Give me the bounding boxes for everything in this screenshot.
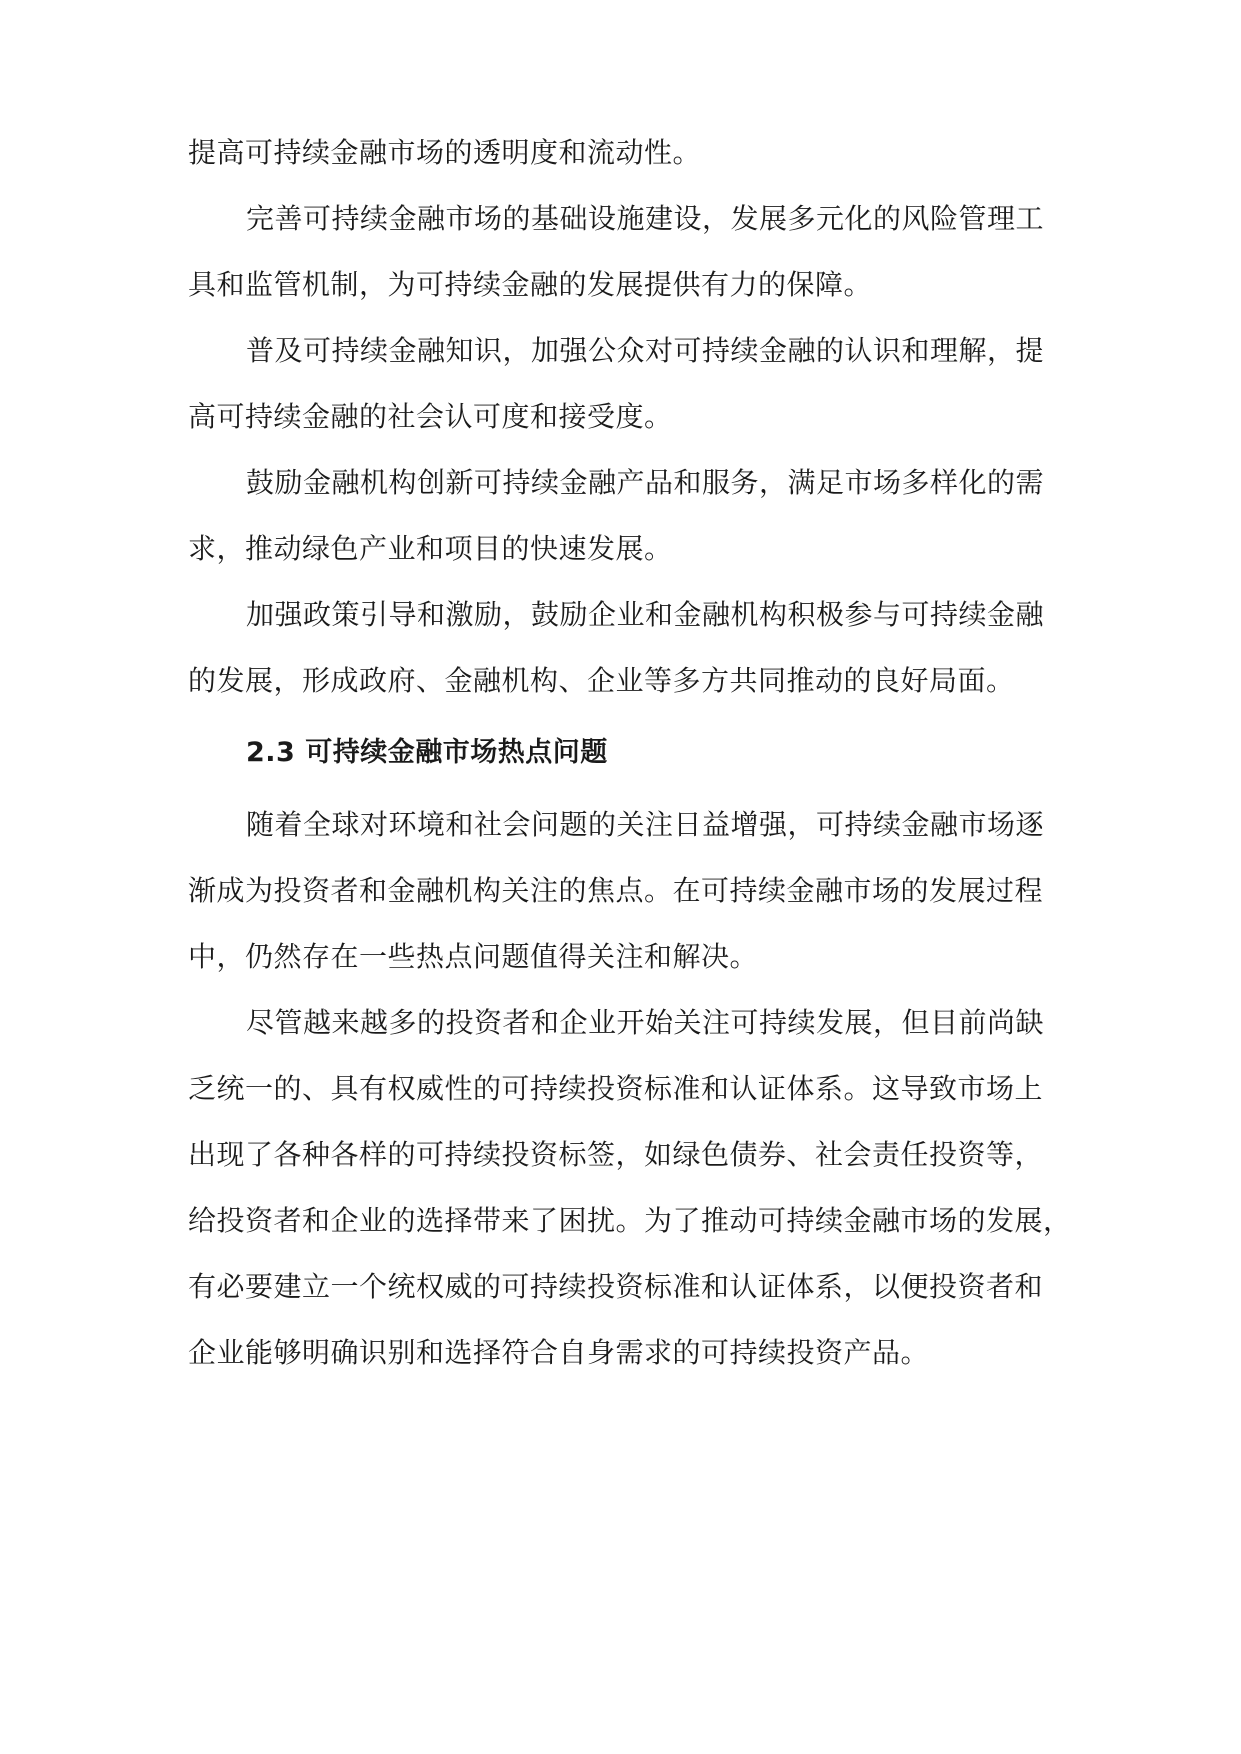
text-line: 的发展，形成政府、金融机构、企业等多方共同推动的良好局面。 xyxy=(188,664,1015,697)
text-line: 出现了各种各样的可持续投资标签，如绿色债券、社会责任投资等， xyxy=(188,1138,1044,1171)
text-line: 提高可持续金融市场的透明度和流动性。 xyxy=(188,136,702,169)
paragraph-first-line: 完善可持续金融市场的基础设施建设，发展多元化的风险管理工 xyxy=(246,202,1045,235)
text-line: 求，推动绿色产业和项目的快速发展。 xyxy=(188,532,673,565)
text-line: 具和监管机制，为可持续金融的发展提供有力的保障。 xyxy=(188,268,873,301)
paragraph-first-line: 鼓励金融机构创新可持续金融产品和服务，满足市场多样化的需 xyxy=(246,466,1045,499)
text-line: 渐成为投资者和金融机构关注的焦点。在可持续金融市场的发展过程 xyxy=(188,874,1044,907)
text-line: 乏统一的、具有权威性的可持续投资标准和认证体系。这导致市场上 xyxy=(188,1072,1044,1105)
text-line: 企业能够明确识别和选择符合自身需求的可持续投资产品。 xyxy=(188,1336,930,1369)
section-heading: 2.3 可持续金融市场热点问题 xyxy=(246,737,608,768)
text-line: 给投资者和企业的选择带来了困扰。为了推动可持续金融市场的发展， xyxy=(188,1204,1072,1237)
text-line: 高可持续金融的社会认可度和接受度。 xyxy=(188,400,673,433)
paragraph-first-line: 尽管越来越多的投资者和企业开始关注可持续发展，但目前尚缺 xyxy=(246,1006,1045,1039)
text-line: 中，仍然存在一些热点问题值得关注和解决。 xyxy=(188,940,759,973)
paragraph-first-line: 随着全球对环境和社会问题的关注日益增强，可持续金融市场逐 xyxy=(246,808,1045,841)
paragraph-first-line: 普及可持续金融知识，加强公众对可持续金融的认识和理解，提 xyxy=(246,334,1045,367)
text-line: 有必要建立一个统权威的可持续投资标准和认证体系，以便投资者和 xyxy=(188,1270,1044,1303)
paragraph-first-line: 加强政策引导和激励，鼓励企业和金融机构积极参与可持续金融 xyxy=(246,598,1045,631)
